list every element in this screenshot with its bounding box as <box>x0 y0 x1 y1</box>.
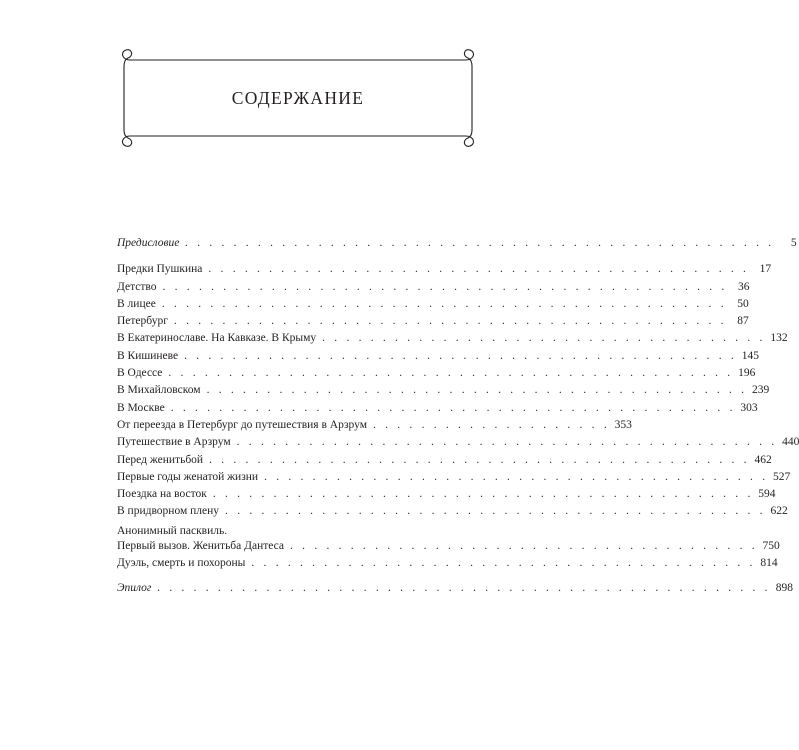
toc-entry-page: 145 <box>741 349 759 362</box>
dot-leader: . . . . . . . . . . . . . . . . . . . . . . . . . . . . . . . . . . . . . . . . . . <box>251 557 756 570</box>
dot-leader: . . . . . . . . . . . . . . . . . . . . . . . . . . . . . . . . . . . . . . . . . . . . . . <box>184 349 737 362</box>
toc-entry-title: В лицее <box>117 297 156 310</box>
dot-leader: . . . . . . . . . . . . . . . . . . . . . . . . . . . . . . . . . . . . . . . . . . . . . <box>208 263 750 276</box>
toc-entry-title-line1: Анонимный пасквиль. <box>117 524 228 537</box>
dot-leader: . . . . . . . . . . . . . . . . . . . . . . . . . . . . . . . . . . . . . . . . . . . . . . . <box>161 297 727 310</box>
toc-entry-page: 750 <box>762 539 780 552</box>
toc-entry-page: 5 <box>790 237 797 249</box>
dot-leader: . . . . . . . . . . . . . . . . . . . . . . . . . . . . . . . . . . . . . . . <box>290 539 758 552</box>
toc-entry[interactable] <box>117 436 799 453</box>
toc-entry-title-line2: Первый вызов. Женитьба Дантеса <box>117 539 285 552</box>
toc-entry[interactable] <box>117 401 758 419</box>
toc-entry-page: 622 <box>770 505 788 518</box>
dot-leader: . . . . . . . . . . . . . . . . . . . . . . . . . . . . . . . . . . . . . . . . . . . . . . . <box>168 367 734 380</box>
table-of-contents <box>117 237 799 600</box>
dot-leader: . . . . . . . . . . . . . . . . . . . . . . . . . . . . . . . . . . . . . <box>322 332 766 345</box>
toc-entry-page: 17 <box>759 263 772 276</box>
toc-entry-title: Петербург <box>117 315 168 328</box>
toc-entry[interactable] <box>117 332 788 349</box>
toc-entry[interactable] <box>117 263 772 280</box>
dot-leader: . . . . . . . . . . . . . . . . . . . . <box>372 418 610 431</box>
dot-leader: . . . . . . . . . . . . . . . . . . . . . . . . . . . . . . . . . . . . . . . . . . . . . . <box>173 315 727 328</box>
toc-entry-title: Предисловие <box>117 237 180 249</box>
dot-leader: . . . . . . . . . . . . . . . . . . . . . . . . . . . . . . . . . . . . . . . . . . . . . <box>206 384 748 397</box>
toc-entries <box>117 263 799 522</box>
toc-entry-epilogue[interactable] <box>117 582 793 599</box>
toc-entry-title: В придворном плену <box>117 505 220 518</box>
toc-entry-title: В Кишиневе <box>117 349 179 362</box>
toc-entry-page: 132 <box>770 332 788 345</box>
toc-entry[interactable] <box>117 367 756 384</box>
toc-entry[interactable] <box>117 349 759 367</box>
dot-leader: . . . . . . . . . . . . . . . . . . . . . . . . . . . . . . . . . . . . . . . . . . . . . <box>209 453 750 466</box>
toc-entry-title: От переезда в Петербург до путешествия в Арзрум <box>117 418 367 431</box>
toc-entry-title: Поездка на восток <box>117 488 207 501</box>
toc-entry-page: 462 <box>754 453 772 466</box>
toc-entry-page: 36 <box>737 280 750 293</box>
toc-entry-title: В Москве <box>117 401 165 414</box>
toc-entry-page: 594 <box>758 488 776 501</box>
toc-entry-title: В Екатеринославе. На Кавказе. В Крыму <box>117 332 317 345</box>
toc-entry[interactable] <box>117 315 749 332</box>
dot-leader: . . . . . . . . . . . . . . . . . . . . . . . . . . . . . . . . . . . . . . . . . . . . . <box>212 488 754 501</box>
toc-entry-page: 196 <box>738 367 756 380</box>
toc-entry[interactable] <box>117 470 791 488</box>
toc-entry-duel[interactable] <box>117 557 778 574</box>
toc-entry-page: 303 <box>740 401 758 414</box>
toc-entry-page: 440 <box>782 436 799 449</box>
dot-leader: . . . . . . . . . . . . . . . . . . . . . . . . . . . . . . . . . . . . . . . . . . . . . . . . . <box>185 237 775 249</box>
toc-entry-title: Предки Пушкина <box>117 263 203 276</box>
dot-leader: . . . . . . . . . . . . . . . . . . . . . . . . . . . . . . . . . . . . . . . . . . <box>264 470 769 483</box>
toc-entry-page: 898 <box>775 582 793 595</box>
toc-entry-title: Первые годы женатой жизни <box>117 470 259 483</box>
dot-leader: . . . . . . . . . . . . . . . . . . . . . . . . . . . . . . . . . . . . . . . . . . . . . <box>225 505 766 518</box>
toc-entry-preface[interactable] <box>117 237 797 254</box>
toc-entry[interactable] <box>117 418 632 436</box>
toc-entry-page: 50 <box>737 297 749 310</box>
toc-entry-page: 353 <box>614 418 632 431</box>
page-title: СОДЕРЖАНИЕ <box>231 88 365 108</box>
toc-entry-title: Дуэль, смерть и похороны <box>117 557 246 570</box>
dot-leader: . . . . . . . . . . . . . . . . . . . . . . . . . . . . . . . . . . . . . . . . . . . . . <box>236 436 778 449</box>
toc-entry[interactable] <box>117 488 776 505</box>
title-frame <box>116 54 480 142</box>
toc-entry-page: 527 <box>773 470 791 483</box>
toc-entry-page: 814 <box>760 557 778 570</box>
dot-leader: . . . . . . . . . . . . . . . . . . . . . . . . . . . . . . . . . . . . . . . . . . . . . . . <box>170 401 736 414</box>
toc-entry[interactable] <box>117 297 749 315</box>
toc-entry-multiline[interactable] <box>117 523 780 557</box>
toc-entry-title: В Одессе <box>117 367 163 380</box>
toc-entry-title: Детство <box>117 280 157 293</box>
toc-entry-page: 87 <box>737 315 749 328</box>
dot-leader: . . . . . . . . . . . . . . . . . . . . . . . . . . . . . . . . . . . . . . . . . . . . . . . <box>162 280 728 293</box>
toc-entry-title: Перед женитьбой <box>117 453 204 466</box>
dot-leader: . . . . . . . . . . . . . . . . . . . . . . . . . . . . . . . . . . . . . . . . . . . . . . . . . . . <box>157 582 771 595</box>
toc-entry-page: 239 <box>752 384 770 397</box>
toc-entry-title: Эпилог <box>117 582 152 595</box>
toc-entry[interactable] <box>117 384 770 401</box>
toc-entry[interactable] <box>117 453 772 471</box>
toc-entry-title: В Михайловском <box>117 384 201 397</box>
toc-entry-line2 <box>117 539 780 557</box>
toc-entry-title: Путешествие в Арзрум <box>117 436 231 449</box>
toc-entry[interactable] <box>117 280 750 298</box>
toc-entry[interactable] <box>117 505 788 522</box>
